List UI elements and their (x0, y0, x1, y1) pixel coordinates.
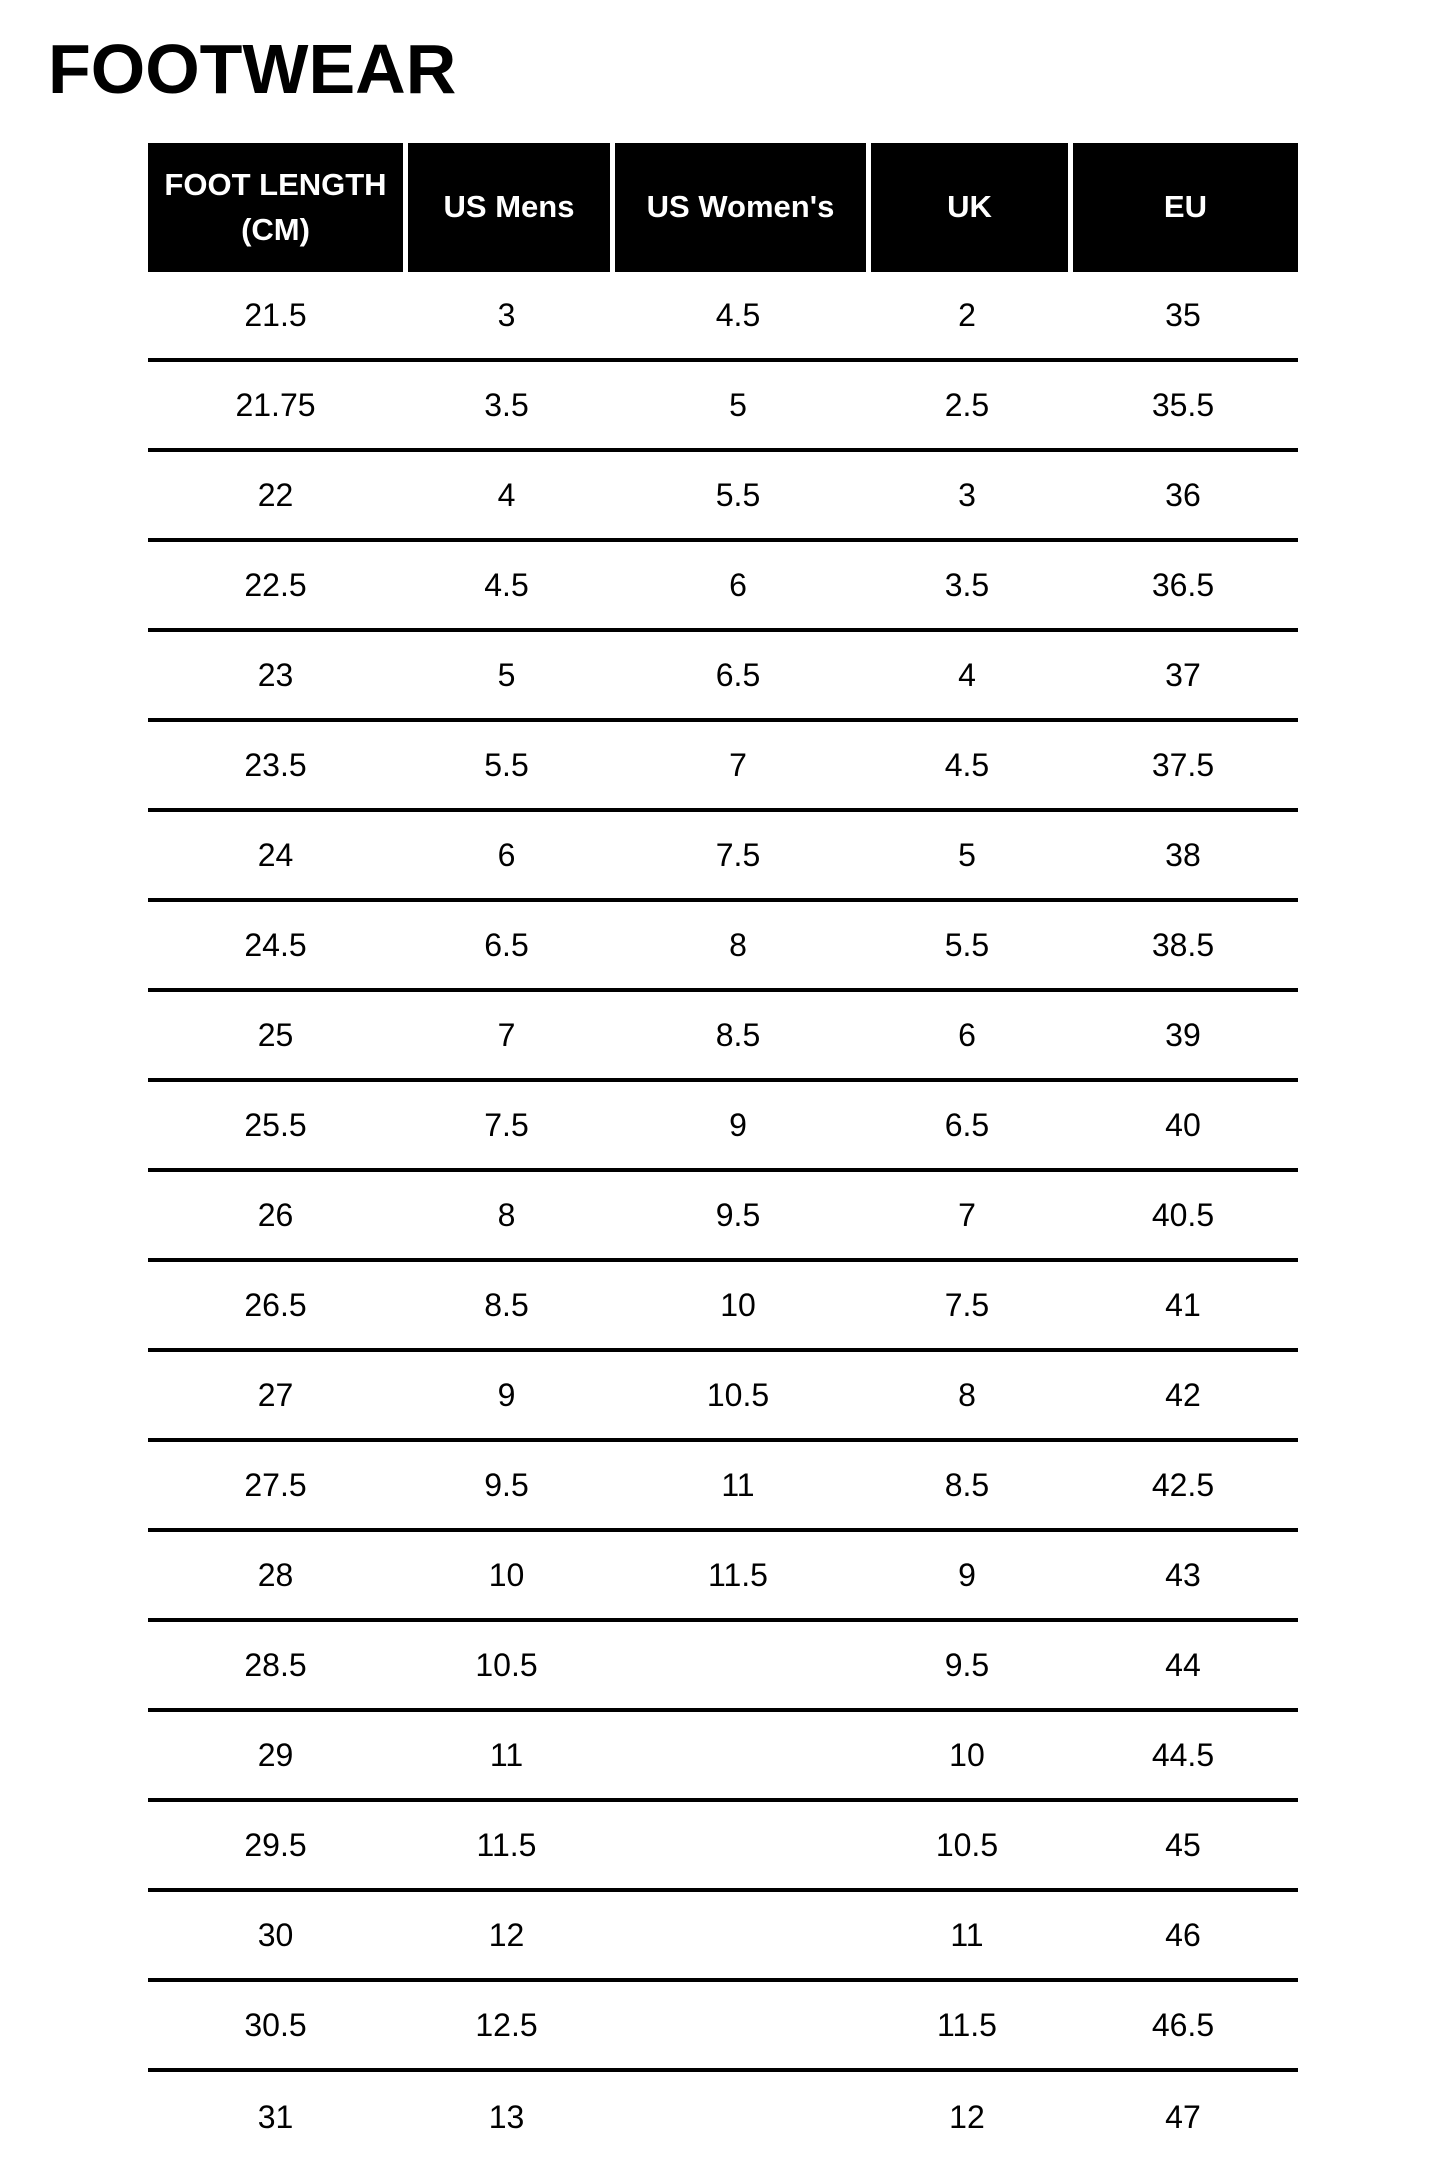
table-cell: 8 (729, 926, 747, 963)
table-cell: 10 (488, 1556, 525, 1593)
table-body (148, 272, 1298, 2162)
table-cell: 25.5 (244, 1106, 307, 1143)
table-cell: 9 (729, 1106, 747, 1143)
table-row (148, 1172, 1298, 1262)
table-cell: 8.5 (484, 1286, 529, 1323)
table-cell (610, 1622, 866, 1708)
table-cell: 5.5 (944, 926, 990, 963)
table-cell: 29.5 (244, 1826, 307, 1863)
column-header (866, 143, 1068, 272)
table-row (148, 1262, 1298, 1352)
table-cell: 6 (958, 1016, 976, 1053)
table-cell (610, 1982, 866, 2068)
table-cell: 39 (1165, 1016, 1201, 1053)
table-cell: 13 (488, 2098, 525, 2135)
table-cell: 5 (729, 386, 747, 423)
column-header-label: EU (1163, 189, 1207, 225)
table-cell: 43 (1165, 1556, 1201, 1593)
table-cell (610, 1712, 866, 1798)
table-cell: 6.5 (484, 926, 529, 963)
column-header-label: US Mens (443, 189, 575, 225)
table-cell: 12.5 (475, 2006, 538, 2043)
column-header (1068, 143, 1298, 272)
table-row (148, 992, 1298, 1082)
table-cell: 36 (1165, 476, 1201, 513)
table-cell: 9.5 (944, 1646, 990, 1683)
table-cell: 26.5 (244, 1286, 307, 1323)
table-cell: 27 (257, 1376, 294, 1413)
table-row (148, 1352, 1298, 1442)
table-cell: 28 (257, 1556, 294, 1593)
table-cell: 8 (958, 1376, 976, 1413)
table-cell: 7.5 (484, 1106, 529, 1143)
table-cell: 5 (958, 836, 976, 873)
table-cell: 21.75 (235, 386, 316, 423)
table-cell: 40.5 (1151, 1196, 1215, 1233)
table-row (148, 722, 1298, 812)
table-cell: 2.5 (944, 386, 990, 423)
table-cell: 5.5 (484, 746, 529, 783)
table-row (148, 1442, 1298, 1532)
column-header (610, 143, 866, 272)
table-cell: 4.5 (715, 296, 761, 333)
table-cell: 7 (958, 1196, 976, 1233)
table-cell: 4 (958, 656, 976, 693)
table-cell (610, 1892, 866, 1978)
table-cell: 30.5 (244, 2006, 307, 2043)
table-row (148, 812, 1298, 902)
table-cell: 23.5 (244, 746, 307, 783)
table-cell: 5.5 (715, 476, 761, 513)
size-chart-table (148, 143, 1298, 2162)
table-cell (610, 1802, 866, 1888)
table-cell: 41 (1165, 1286, 1201, 1323)
table-cell: 47 (1165, 2098, 1201, 2135)
table-cell: 7 (729, 746, 747, 783)
table-row (148, 632, 1298, 722)
table-cell: 3.5 (944, 566, 990, 603)
table-cell: 7.5 (944, 1286, 990, 1323)
table-cell: 42.5 (1151, 1466, 1215, 1503)
table-cell: 8.5 (944, 1466, 990, 1503)
table-row (148, 272, 1298, 362)
table-cell: 7 (497, 1016, 516, 1053)
table-cell: 4 (497, 476, 516, 513)
table-cell: 3 (958, 476, 976, 513)
page-title: FOOTWEAR (48, 30, 457, 108)
table-cell: 11.5 (937, 2006, 997, 2043)
table-cell: 10.5 (706, 1376, 770, 1413)
table-cell: 22 (257, 476, 294, 513)
table-cell: 5 (497, 656, 516, 693)
table-cell: 9 (958, 1556, 976, 1593)
table-cell: 45 (1165, 1826, 1201, 1863)
column-header-label: FOOT LENGTH (CM) (164, 166, 387, 247)
table-row (148, 902, 1298, 992)
table-cell: 46.5 (1151, 2006, 1215, 2043)
table-cell: 10 (720, 1286, 756, 1323)
table-cell: 11.5 (476, 1826, 537, 1863)
table-cell: 37 (1165, 656, 1201, 693)
table-cell: 22.5 (244, 566, 307, 603)
table-cell: 9.5 (715, 1196, 761, 1233)
table-cell: 4.5 (484, 566, 529, 603)
table-row (148, 1712, 1298, 1802)
table-cell: 11 (950, 1916, 984, 1953)
column-header (403, 143, 610, 272)
table-cell: 37.5 (1151, 746, 1215, 783)
table-row (148, 1622, 1298, 1712)
table-row (148, 1892, 1298, 1982)
table-cell: 2 (958, 296, 976, 333)
table-cell: 10.5 (475, 1646, 538, 1683)
table-cell: 35 (1165, 296, 1201, 333)
table-cell: 7.5 (715, 836, 761, 873)
table-row (148, 2072, 1298, 2162)
column-header-label: US Women's (646, 189, 835, 225)
table-cell: 6.5 (715, 656, 761, 693)
table-header-row (148, 143, 1298, 272)
table-cell: 44 (1165, 1646, 1201, 1683)
table-cell: 24 (257, 836, 294, 873)
table-cell: 26 (257, 1196, 294, 1233)
table-cell: 24.5 (244, 926, 307, 963)
table-cell: 30 (257, 1916, 294, 1953)
table-cell: 31 (257, 2098, 294, 2135)
table-cell: 11 (489, 1736, 524, 1773)
table-cell: 6 (497, 836, 516, 873)
table-cell: 28.5 (244, 1646, 307, 1683)
table-cell: 35.5 (1151, 386, 1215, 423)
table-cell: 36.5 (1151, 566, 1215, 603)
table-cell: 11.5 (708, 1556, 768, 1593)
table-cell: 12 (488, 1916, 525, 1953)
table-cell: 25 (257, 1016, 294, 1053)
table-cell: 38.5 (1151, 926, 1215, 963)
column-header (148, 143, 403, 272)
table-cell: 8.5 (715, 1016, 761, 1053)
table-cell: 3.5 (484, 386, 529, 423)
table-cell: 11 (721, 1466, 755, 1503)
table-cell: 44.5 (1151, 1736, 1215, 1773)
table-cell: 9 (497, 1376, 516, 1413)
table-row (148, 1802, 1298, 1892)
table-cell: 29 (257, 1736, 294, 1773)
table-cell: 46 (1165, 1916, 1201, 1953)
table-cell: 40 (1165, 1106, 1201, 1143)
table-row (148, 1982, 1298, 2072)
table-cell (610, 2072, 866, 2162)
column-header-label: UK (947, 189, 992, 225)
table-cell: 6.5 (944, 1106, 990, 1143)
table-row (148, 452, 1298, 542)
table-row (148, 1532, 1298, 1622)
table-cell: 4.5 (944, 746, 990, 783)
table-cell: 6 (729, 566, 747, 603)
table-row (148, 542, 1298, 632)
table-cell: 21.5 (244, 296, 307, 333)
table-cell: 12 (949, 2098, 985, 2135)
table-row (148, 1082, 1298, 1172)
table-cell: 3 (497, 296, 516, 333)
table-row (148, 362, 1298, 452)
table-cell: 9.5 (484, 1466, 529, 1503)
table-cell: 23 (257, 656, 294, 693)
table-cell: 10.5 (935, 1826, 999, 1863)
table-cell: 10 (949, 1736, 985, 1773)
table-cell: 8 (497, 1196, 516, 1233)
table-cell: 38 (1165, 836, 1201, 873)
table-cell: 27.5 (244, 1466, 307, 1503)
table-cell: 42 (1165, 1376, 1201, 1413)
